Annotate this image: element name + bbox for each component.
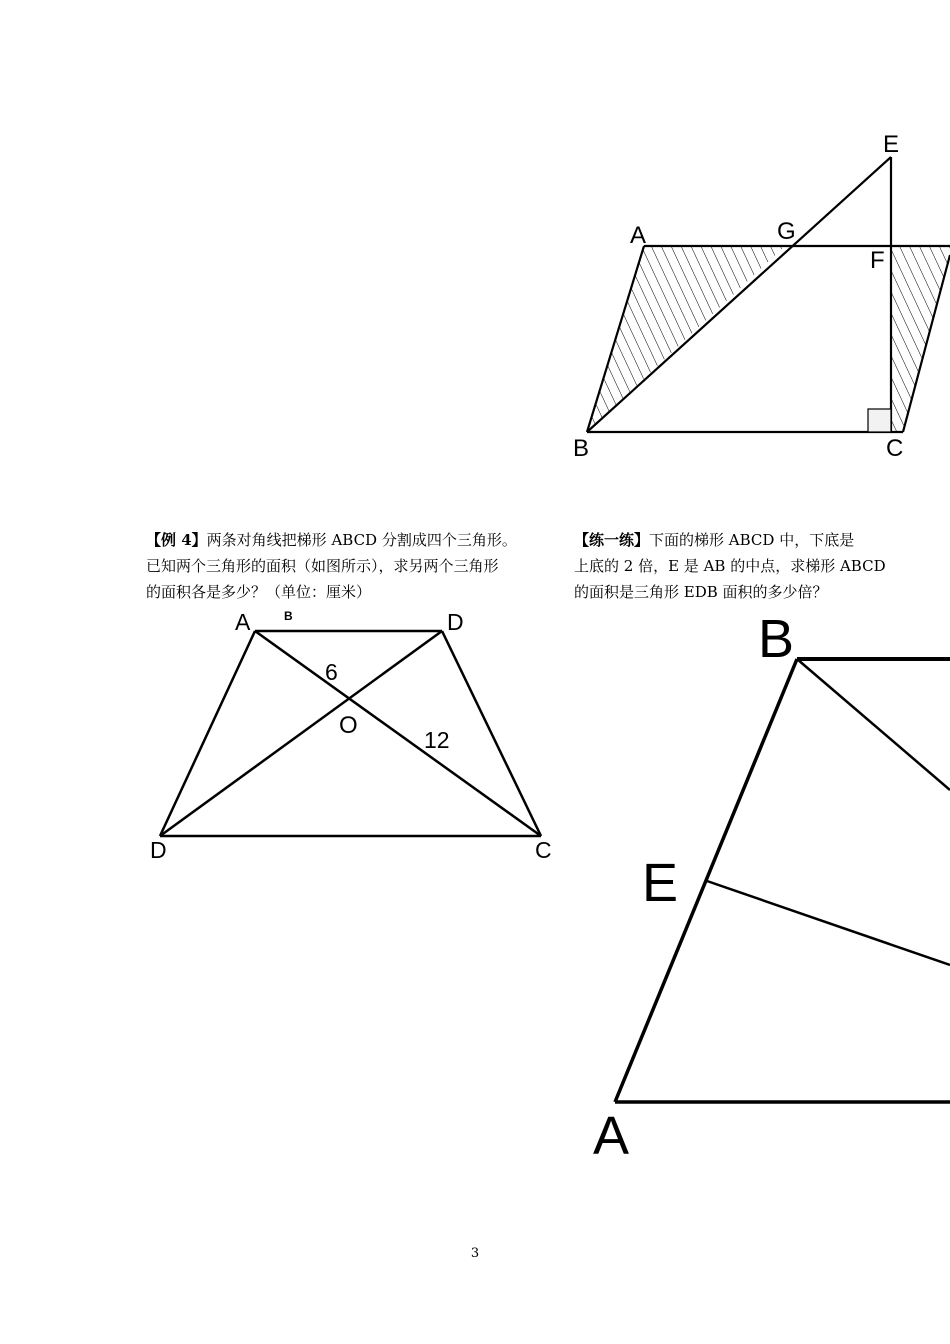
practice-line2: 上底的 2 倍，E 是 AB 的中点，求梯形 ABCD bbox=[574, 557, 886, 575]
label-o: O bbox=[339, 712, 358, 739]
label-a: A bbox=[593, 1106, 630, 1166]
practice-heading: 【练一练】 bbox=[574, 531, 650, 549]
label-e: E bbox=[642, 853, 679, 913]
label-b: B bbox=[758, 609, 795, 669]
example4-line2: 已知两个三角形的面积（如图所示），求另两个三角形 bbox=[146, 557, 499, 575]
area-value-upper: 6 bbox=[325, 659, 338, 685]
area-value-right: 12 bbox=[424, 727, 450, 753]
label-d-bottom: D bbox=[150, 837, 167, 863]
label-a: A bbox=[630, 222, 647, 249]
page-number: 3 bbox=[470, 1246, 480, 1261]
label-b: B bbox=[573, 435, 590, 462]
label-e: E bbox=[883, 131, 900, 158]
example4-line1: 两条对角线把梯形 ABCD 分割成四个三角形。 bbox=[206, 531, 517, 549]
label-c: C bbox=[535, 837, 552, 863]
label-c: C bbox=[886, 435, 904, 462]
practice-line1: 下面的梯形 ABCD 中，下底是 bbox=[649, 531, 855, 549]
label-f: F bbox=[870, 247, 885, 274]
label-a: A bbox=[235, 609, 251, 635]
label-b-small: B bbox=[284, 609, 293, 623]
label-d-top: D bbox=[447, 609, 464, 635]
practice-line3: 的面积是三角形 EDB 面积的多少倍？ bbox=[574, 583, 828, 601]
example4-heading: 【例 4】 bbox=[146, 531, 207, 549]
label-g: G bbox=[777, 218, 796, 245]
example4-line3: 的面积各是多少？（单位：厘米） bbox=[146, 583, 372, 601]
